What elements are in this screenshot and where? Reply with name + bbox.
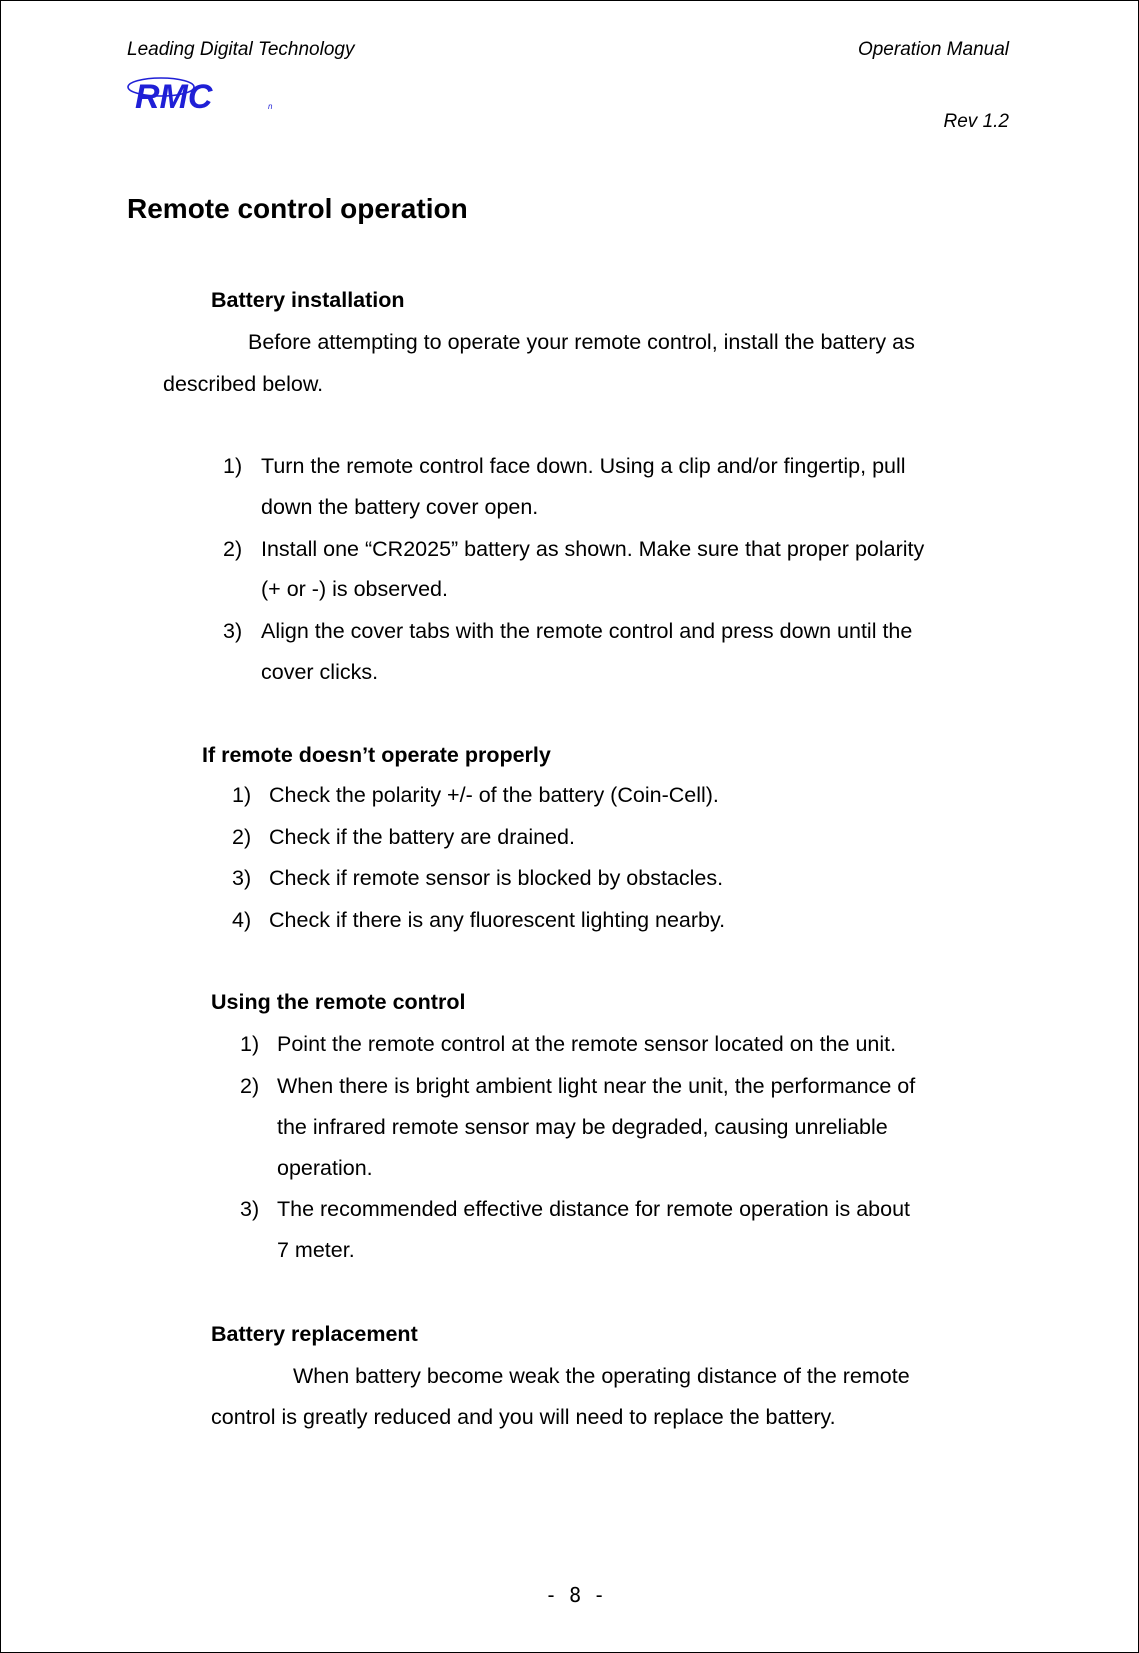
usage-step-1: Point the remote control at the remote sensor located on the unit. — [277, 1032, 897, 1056]
page-number: - 8 - — [545, 1583, 606, 1607]
install-step-2: Install one “CR2025” battery as shown. Make sure that proper polarity — [261, 537, 925, 561]
usage-heading: Using the remote control — [211, 990, 466, 1014]
usage-step-2: When there is bright ambient light near the unit, the performance of — [277, 1074, 916, 1098]
battery-replacement-text: When battery become weak the operating distance of the remote — [293, 1364, 910, 1388]
logo-text: RMC — [135, 78, 213, 116]
step-number: 2) — [240, 1074, 260, 1098]
revision: Rev 1.2 — [943, 111, 1009, 132]
step-number: 2) — [232, 825, 252, 849]
battery-replacement-text-cont: control is greatly reduced and you will need to replace the battery. — [211, 1405, 836, 1429]
step-number: 3) — [240, 1197, 260, 1221]
step-number: 3) — [232, 866, 252, 890]
usage-step-2-cont: the infrared remote sensor may be degraded, causing unreliable — [277, 1115, 888, 1139]
install-step-2-cont: (+ or -) is observed. — [261, 577, 448, 601]
install-step-1: Turn the remote control face down. Using a clip and/or fingertip, pull — [261, 454, 906, 478]
battery-installation-intro-cont: described below. — [163, 372, 324, 396]
install-step-3: Align the cover tabs with the remote control and press down until the — [261, 619, 913, 643]
usage-step-3-cont: 7 meter. — [277, 1238, 355, 1262]
step-number: 4) — [232, 908, 252, 932]
troubleshooting-heading: If remote doesn’t operate properly — [202, 743, 551, 767]
check-item: Check if the battery are drained. — [269, 825, 575, 849]
battery-replacement-heading: Battery replacement — [211, 1322, 418, 1346]
page-title: Remote control operation — [127, 193, 468, 224]
header-right: Operation Manual — [857, 39, 1009, 60]
step-number: 2) — [223, 537, 243, 561]
check-item: Check if remote sensor is blocked by obstacles. — [269, 866, 724, 890]
step-number: 1) — [232, 783, 252, 807]
usage-step-2-cont: operation. — [277, 1156, 373, 1180]
svg-text:n: n — [268, 102, 273, 111]
install-step-3-cont: cover clicks. — [261, 660, 379, 684]
step-number: 1) — [223, 454, 243, 478]
install-step-1-cont: down the battery cover open. — [261, 495, 539, 519]
check-item: Check the polarity +/- of the battery (Coin-Cell). — [269, 783, 719, 807]
step-number: 1) — [240, 1032, 260, 1056]
battery-installation-heading: Battery installation — [211, 288, 405, 312]
header-left: Leading Digital Technology — [127, 39, 355, 60]
step-number: 3) — [223, 619, 243, 643]
battery-installation-intro: Before attempting to operate your remote control, install the battery as — [248, 330, 915, 354]
rmc-logo — [125, 73, 285, 117]
check-item: Check if there is any fluorescent lighting nearby. — [269, 908, 726, 932]
usage-step-3: The recommended effective distance for remote operation is about — [277, 1197, 911, 1221]
